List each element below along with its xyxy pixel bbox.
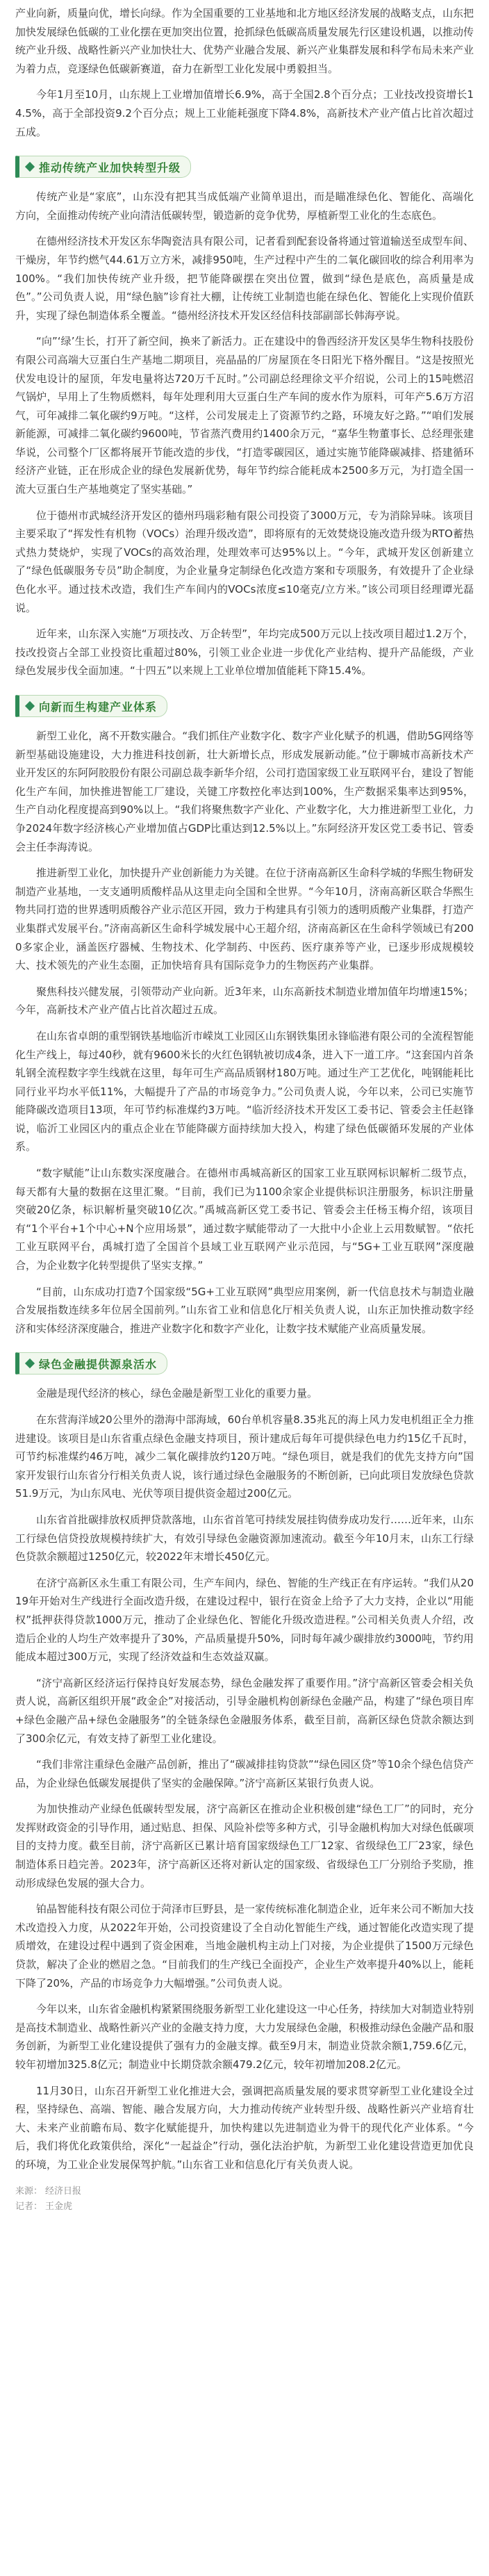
article-footer [15, 2184, 474, 2215]
body-paragraph: “济宁高新区经济运行保持良好发展态势，绿色金融发挥了重要作用。”济宁高新区管委会相关负责人说，高新区组织开展“政金企”对接活动，引导金融机构创新绿色金融产品，构建了“绿色项目库+绿色金融产品+绿色金融服务”的全链条绿色金融服务体系，截至目前，高新区绿色贷款余额达到了300余亿元，有效支持了新型工业化建设。 [15, 1676, 474, 1745]
body-paragraph: 传统产业是“家底”，山东没有把其当成低端产业简单退出，而是瞄准绿色化、智能化、高端化方向，全面推动传统产业向清洁低碳转型，锻造新的竞争优势，厚植新型工业化的生态底色。 [15, 190, 474, 222]
diamond-bullet-icon [25, 701, 35, 711]
section-title: 推动传统产业加快转型升级 [39, 161, 181, 174]
body-paragraph: 在德州经济技术开发区东华陶瓷洁具有限公司，记者看到配套设备将通过管道输送至成型车间、干燥房，年节约燃气44.61万立方米，减排950吨，生产过程中产生的二氧化碳回收的综合利用率为100%。“我们加快传统产业升级，把节能降碳摆在突出位置，做到“绿色是底色，高质量是成色”。”公司负责人说，用“绿色脑”诊育社大棚，让传统工业制造也能在绿色化、智能化上实现价值跃升，实现了绿色制造体系全覆盖。“德州经济技术开发区经信科技部副部长韩海亭说。 [15, 235, 474, 322]
diamond-bullet-icon [25, 162, 35, 172]
body-paragraph: 聚焦科技兴健发展，引领带动产业向新。近3年来，山东高新技术制造业增加值年均增速15%；今年，高新技术产业产值占比首次超过五成。 [15, 985, 474, 1017]
reporter-label: 记者： [15, 2201, 43, 2212]
diamond-bullet-icon [25, 1359, 35, 1368]
body-paragraph: 在东营海洋域20公里外的渤海中部海域，60台单机容量8.35兆瓦的海上风力发电机组正全力推进建设。该项目是山东省重点绿色金融支持项目，预计建成后每年可提供绿色电力约15亿千瓦时，可节约标准煤约46万吨，减少二氧化碳排放约120万吨。“绿色项目，就是我们的优先支持方向”国家开发银行山东省分行相关负责人说，该行通过绿色金融服务的不断创新，已向此项目发放绿色贷款51.9万元，为山东风电、光伏等项目提供资金超过200亿元。 [15, 1413, 474, 1500]
body-paragraph: 在山东省卓朗的重型钢铁基地临沂市嵘岚工业园区山东钢铁集团永锋临港有限公司的全流程智能化生产线上，每过40秒，就有9600米长的火红色钢轨被切成4条，进入下一道工序。“这套国内首条轧钢全流程数字孪生线就在这里，每年可生产高品质钢材180万吨。通过生产工艺优化，吨钢能耗比同行业平均水平低11%，大幅提升了产品的市场竞争力。”公司负责人说，今年以来，公司已实施节能降碳改造项目13项，年可节约标准煤约3万吨。“临沂经济技术开发区工委书记、管委会主任赵锋说，临沂工业园区内的重点企业在节能降碳方面持续加大投入，构建了绿色低碳循环发展的产业体系。 [15, 1029, 474, 1154]
source-value: 经济日报 [45, 2185, 82, 2197]
body-paragraph: 在济宁高新区永生重工有限公司，生产车间内，绿色、智能的生产线正在有序运转。“我们从2019年开始对生产线进行全面改造升级，在建设过程中，银行在资金上给予了大力支持，企业以“用能权”抵押获得贷款1000万元，推动了企业绿色化、智能化升级改造进程。”公司相关负责人介绍，改造后企业的人均生产效率提升了30%，产品质量提升50%，同时每年减少碳排放约3000吨，节约用能成本超过300万元，实现了经济效益和生态效益双赢。 [15, 1576, 474, 1664]
body-paragraph: “目前，山东成功打造7个国家级“5G+工业互联网”典型应用案例，新一代信息技术与制造业融合发展指数连续多年位居全国前列。”山东省工业和信息化厅相关负责人说，山东正加快推动数字经济和实体经济深度融合，推进产业数字化和数字产业化，让数字技术赋能产业高质量发展。 [15, 1285, 474, 1335]
stats-paragraph: 今年1月至10月，山东规上工业增加值增长6.9%，高于全国2.8个百分点；工业技改投资增长14.5%，高于全部投资9.2个百分点；规上工业能耗强度下降4.8%，高新技术产业产值占比首次超过五成。 [15, 88, 474, 138]
body-paragraph: 近年来，山东深入实施“万项技改、万企转型”，年均完成500万元以上技改项目超过1.2万个，技改投资占全部工业投资比重超过80%，引领工业企业进一步优化产业结构、提升产品能级，产业绿色发展步伐全面加速。“十四五”以来规上工业单位增加值能耗下降15.4%。 [15, 627, 474, 678]
section-title: 绿色金融提供源泉活水 [39, 1357, 158, 1371]
section-heading [15, 695, 167, 717]
body-paragraph: 11月30日，山东召开新型工业化推进大会，强调把高质量发展的要求贯穿新型工业化建设全过程，坚持绿色、高端、智能、融合发展方向，大力推动传统产业转型升级、战略性新兴产业培育壮大、未来产业前瞻布局、数字化赋能提升，加快构建以先进制造业为骨干的现代化产业体系。“今后，我们将优化政策供给，深化“一起益企”行动，强化法治护航，为新型工业化建设营造更加优良的环境，为工业企业发展保驾护航。”山东省工业和信息化厅有关负责人说。 [15, 2084, 474, 2171]
article-sections [15, 149, 474, 2174]
section-title: 向新而生构建产业体系 [39, 700, 158, 714]
body-paragraph: 位于德州市武城经济开发区的德州玛瑙彩釉有限公司投资了3000万元，专为消除异味。该项目主要采取了“挥发性有机物（VOCs）治理升级改造”，即将原有的无效焚烧设施改造升级为RTO蓄热式热力焚烧炉，实现了VOCs的高效治理，处理效率可达95%以上。“今年，武城开发区创新建立了“绿色低碳服务专员”助企制度，为企业量身定制绿色化改造方案和专项服务，有效提升了企业绿色化水平。通过技术改造，我们生产车间内的VOCs浓度≤10毫克/立方米。”该公司项目经理谭光磊说。 [15, 509, 474, 614]
body-paragraph: 山东省首批碳排放权质押贷款落地，山东省首笔可持续发展挂钩债券成功发行……近年来，山东工行绿色信贷投放规模持续扩大，有效引导绿色金融资源加速流动。截至今年10月末，山东工行绿色贷款余额超过1250亿元，较2022年末增长450亿元。 [15, 1513, 474, 1564]
body-paragraph: 为加快推动产业绿色低碳转型发展，济宁高新区在推动企业积极创建“绿色工厂”的同时，充分发挥财政资金的引导作用，通过贴息、担保、风险补偿等多种方式，引导金融机构加大对绿色低碳项目的支持力度。截至目前，济宁高新区已累计培育国家级绿色工厂12家、省级绿色工厂23家，绿色制造体系日趋完善。2023年，济宁高新区还将对新认定的国家级、省级绿色工厂分别给予奖励，推动形成绿色发展的强大合力。 [15, 1803, 474, 1889]
source-label: 来源： [15, 2185, 43, 2197]
body-paragraph: 今年以来，山东省金融机构紧紧围绕服务新型工业化建设这一中心任务，持续加大对制造业特别是高技术制造业、战略性新兴产业的金融支持力度，大力发展绿色金融，积极推动绿色金融产品和服务创新，为新型工业化建设提供了强有力的金融支撑。截至9月末，制造业贷款余额1,759.6亿元，较年初增加325.8亿元；制造业中长期贷款余额479.2亿元，较年初增加208.2亿元。 [15, 2003, 474, 2071]
body-paragraph: 铂晶智能科技有限公司位于菏泽市巨野县，是一家传统标准化制造企业，近年来公司不断加大技术改造投入力度，从2022年开始，公司投资建设了全自动化智能生产线，通过智能化改造实现了提质增效，在建设过程中遇到了资金困难，当地金融机构主动上门对接，为企业提供了1500万元绿色贷款，解决了企业的燃眉之急。“目前我们的生产线已全面投产，企业生产效率提升40%以上，能耗下降了20%，产品的市场竞争力大幅增强。”公司负责人说。 [15, 1903, 474, 1990]
reporter-line [15, 2199, 474, 2215]
section-heading [15, 156, 191, 178]
body-paragraph: “数字赋能”让山东数实深度融合。在德州市禹城高新区的国家工业互联网标识解析二级节点，每天都有大量的数据在这里汇聚。“目前，我们已为1100余家企业提供标识注册服务，标识注册量突破20亿条，标识解析量突破10亿次。”禹城高新区党工委书记、管委会主任杨玉梅介绍，该项目有“1个平台+1个中心+N个应用场景”，通过数字赋能带动了一大批中小企业上云用数赋智。“依托工业互联网平台，禹城打造了全国首个县域工业互联网产业示范园，与“5G+工业互联网”深度融合，为企业数字化转型提供了坚实支撑。” [15, 1167, 474, 1272]
section-heading [15, 1352, 167, 1375]
body-paragraph: “向”‘绿’生长，打开了新空间，换来了新活力。正在建设中的鲁西经济开发区昊华生物科技股份有限公司高端大豆蛋白生产基地二期项目，亮晶晶的厂房屋顶在冬日阳光下格外醒目。“这是按照光伏发电设计的屋顶，年发电量将达720万千瓦时。”公司副总经理徐文平介绍说，公司上的15吨燃沼气锅炉，早用上了生物质燃料，每年处理利用大豆蛋白生产车间的废水作为原料，可年产5.6万方沼气，可年减排二氧化碳约9万吨。“这样，公司发展走上了资源节约之路，环境友好之路。”“咱们发展新能源，可减排二氧化碳约9600吨，节省蒸汽费用约1400余万元，“嘉华生物董事长、总经理张建华说，公司整个厂区都将展开节能改造的步伐，“打造零碳园区，通过实施节能降碳减排、搭建循环经济产业链，正在形成企业的绿色发展新优势，每年节约综合能耗成本2500多万元，为打造全国一流大豆蛋白生产基地奠定了坚实基础。” [15, 335, 474, 496]
body-paragraph: “我们非常注重绿色金融产品创新，推出了“碳减排挂钩贷款”“绿色园区贷”等10余个绿色信贷产品，为企业绿色低碳发展提供了坚实的金融保障。”济宁高新区某银行负责人说。 [15, 1758, 474, 1789]
body-paragraph: 新型工业化，离不开数实融合。“我们抓住产业数字化、数字产业化赋予的机遇，借助5G网络等新型基础设施建设，大力推进科技创新，壮大新增长点，形成发展新动能。”位于聊城市高新技术产业开发区的东阿阿胶股份有限公司副总裁李新华介绍，公司打造国家级工业互联网平台，建设了智能化生产车间，加快推进智能工厂建设，关键工序数控化率达到100%，生产数据采集率达到95%，生产自动化程度提高到90%以上。“我们将聚焦数字产业化、产业数字化，大力推进新型工业化，力争2024年数字经济核心产业增加值占GDP比重达到12.5%以上。”东阿经济开发区党工委书记、管委会主任李海涛说。 [15, 730, 474, 853]
body-paragraph: 推进新型工业化，加快提升产业创新能力为关键。在位于济南高新区生命科学城的华熙生物研发制造产业基地，一支支通明质酸样品从这里走向全国和全世界。“今年10月，济南高新区联合华熙生物共同打造的世界透明质酸谷产业示范区开园，致力于构建具有引领力的透明质酸产业集群，打造产业集群式发展平台。”济南高新区生命科学城发展中心王超介绍，济南高新区在生命科学领域已有2000多家企业，涵盖医疗器械、生物技术、化学制药、中医药、医疗康养等产业，已逐步形成规模较大、技术领先的产业生态圈，正加快培育具有国际竞争力的生物医药产业集群。 [15, 867, 474, 972]
source-line [15, 2184, 474, 2199]
intro-paragraph: 产业向新，质量向优，增长向绿。作为全国重要的工业基地和北方地区经济发展的战略支点，山东把加快发展绿色低碳的工业化摆在更加突出位置，抢抓绿色低碳高质量发展先行区建设机遇，以推动传统产业升级、战略性新兴产业加快壮大、优势产业融合发展、新兴产业集群发展和科学布局未来产业为着力点，竞逐绿色低碳新赛道，奋力在新型工业化发展中勇毅担当。 [15, 7, 474, 75]
reporter-value: 王金虎 [45, 2201, 73, 2212]
body-paragraph: 金融是现代经济的核心，绿色金融是新型工业化的重要力量。 [36, 1387, 318, 1400]
